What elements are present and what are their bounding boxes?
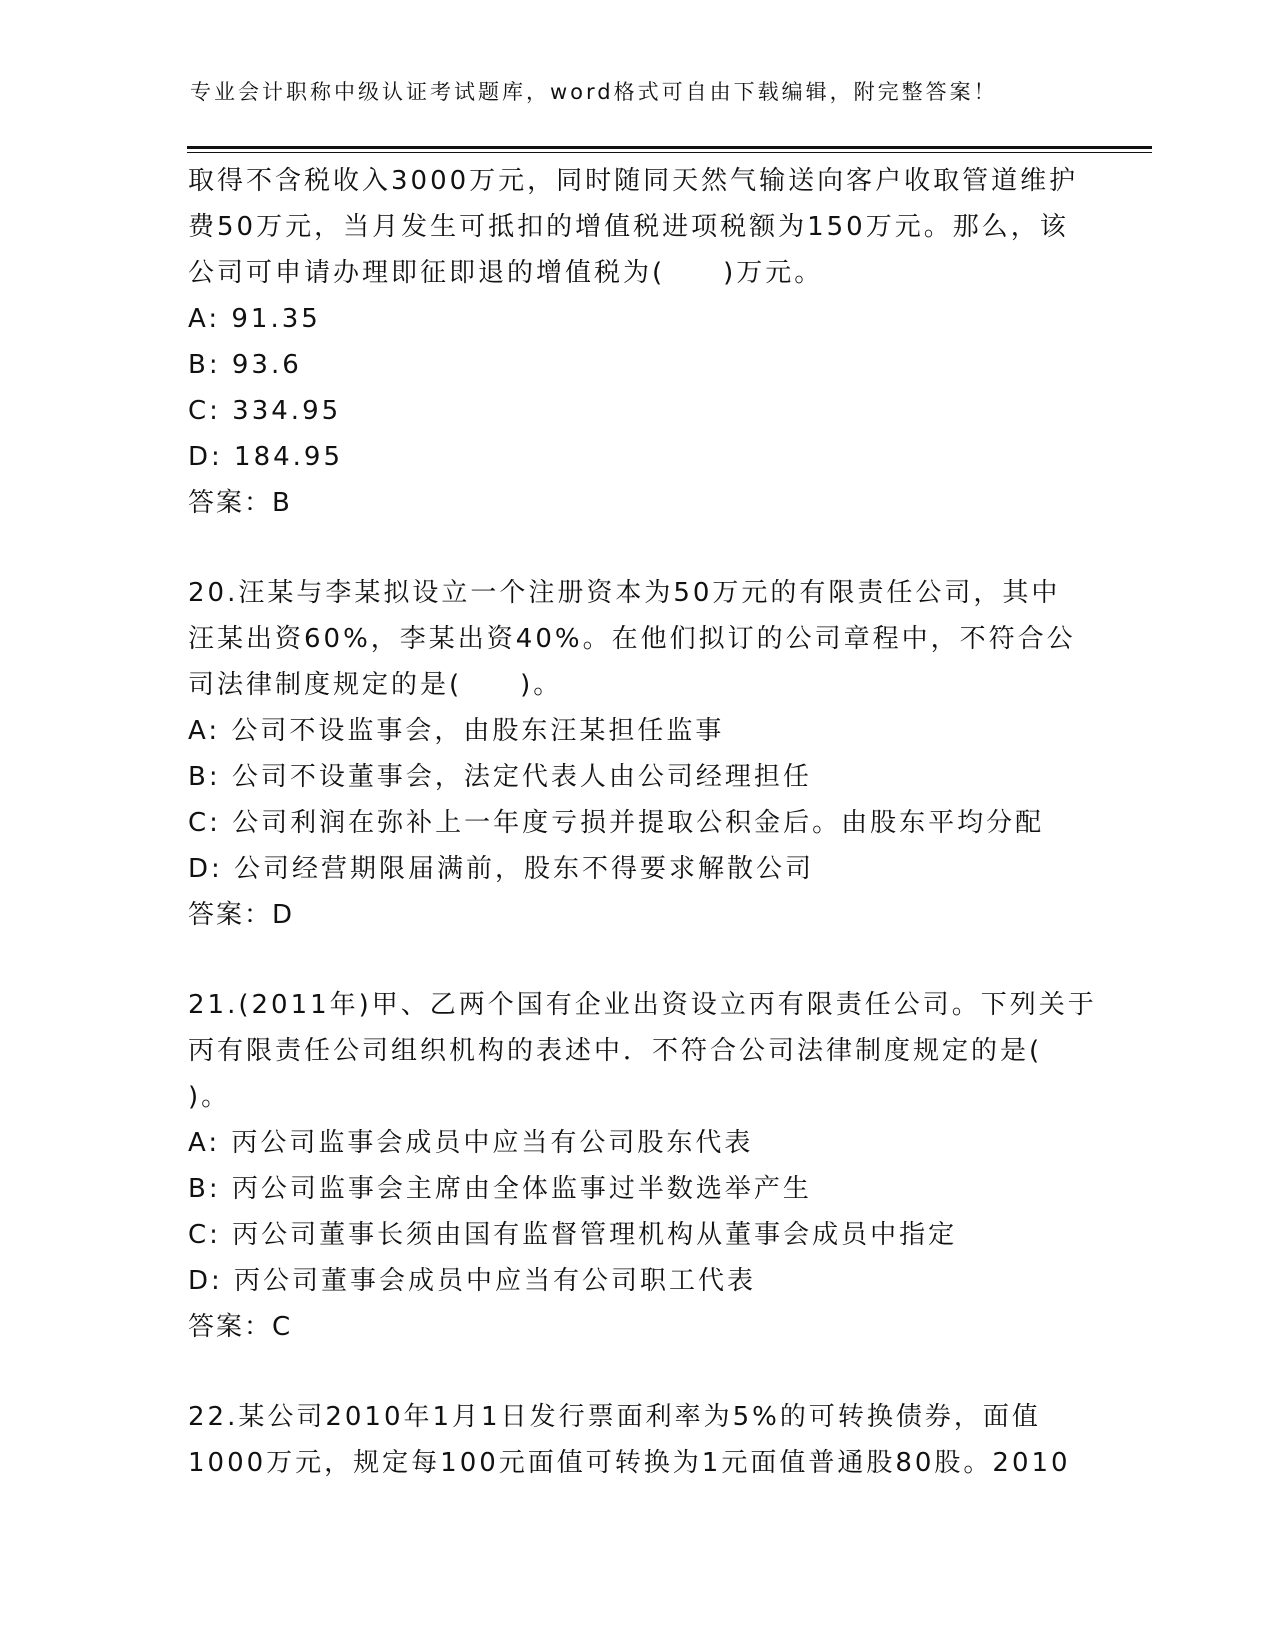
question-text-line: 20.汪某与李某拟设立一个注册资本为50万元的有限责任公司，其中: [188, 578, 1061, 608]
option-a: A: 丙公司监事会成员中应当有公司股东代表: [188, 1128, 754, 1158]
question-21: [188, 982, 1097, 1350]
document-body: [188, 158, 1097, 1486]
spacer: [188, 1350, 1088, 1394]
option-b: B: 93.6: [188, 350, 302, 380]
option-b: B: 公司不设董事会，法定代表人由公司经理担任: [188, 762, 812, 792]
question-text-line: 汪某出资60%，李某出资40%。在他们拟订的公司章程中，不符合公: [188, 624, 1076, 654]
option-d: D: 丙公司董事会成员中应当有公司职工代表: [188, 1266, 757, 1296]
question-19: [188, 158, 1088, 526]
question-text-line: 取得不含税收入3000万元，同时随同天然气输送向客户收取管道维护: [188, 166, 1079, 196]
option-a: A: 91.35: [188, 304, 321, 334]
option-d: D: 公司经营期限届满前，股东不得要求解散公司: [188, 854, 815, 884]
header-rule-thick: [187, 146, 1152, 149]
spacer: [188, 938, 1088, 982]
spacer: [188, 526, 1088, 570]
header-rule-thin: [187, 152, 1152, 153]
question-text-line: 费50万元，当月发生可抵扣的增值税进项税额为150万元。那么，该: [188, 212, 1069, 242]
answer-label: 答案：D: [188, 900, 295, 930]
question-22: [188, 1394, 1088, 1486]
question-text-line: 司法律制度规定的是( )。: [188, 670, 563, 700]
question-20: [188, 570, 1088, 938]
question-text-line: 丙有限责任公司组织机构的表述中．不符合公司法律制度规定的是(: [188, 1036, 1043, 1066]
answer-label: 答案：B: [188, 488, 292, 518]
answer-label: 答案：C: [188, 1312, 293, 1342]
page-header: 专业会计职称中级认证考试题库，word格式可自由下载编辑，附完整答案！: [190, 80, 998, 104]
option-c: C: 334.95: [188, 396, 342, 426]
option-d: D: 184.95: [188, 442, 344, 472]
option-b: B: 丙公司监事会主席由全体监事过半数选举产生: [188, 1174, 812, 1204]
option-a: A: 公司不设监事会，由股东汪某担任监事: [188, 716, 725, 746]
question-text-line: 1000万元，规定每100元面值可转换为1元面值普通股80股。2010: [188, 1448, 1071, 1478]
option-c: C: 公司利润在弥补上一年度亏损并提取公积金后。由股东平均分配: [188, 808, 1045, 838]
question-text-line: 22.某公司2010年1月1日发行票面利率为5%的可转换债券，面值: [188, 1402, 1041, 1432]
question-text-line: 公司可申请办理即征即退的增值税为( )万元。: [188, 258, 824, 288]
question-text-line: 21.(2011年)甲、乙两个国有企业出资设立丙有限责任公司。下列关于: [188, 990, 1097, 1020]
question-text-line: )。: [188, 1082, 231, 1112]
option-c: C: 丙公司董事长须由国有监督管理机构从董事会成员中指定: [188, 1220, 958, 1250]
